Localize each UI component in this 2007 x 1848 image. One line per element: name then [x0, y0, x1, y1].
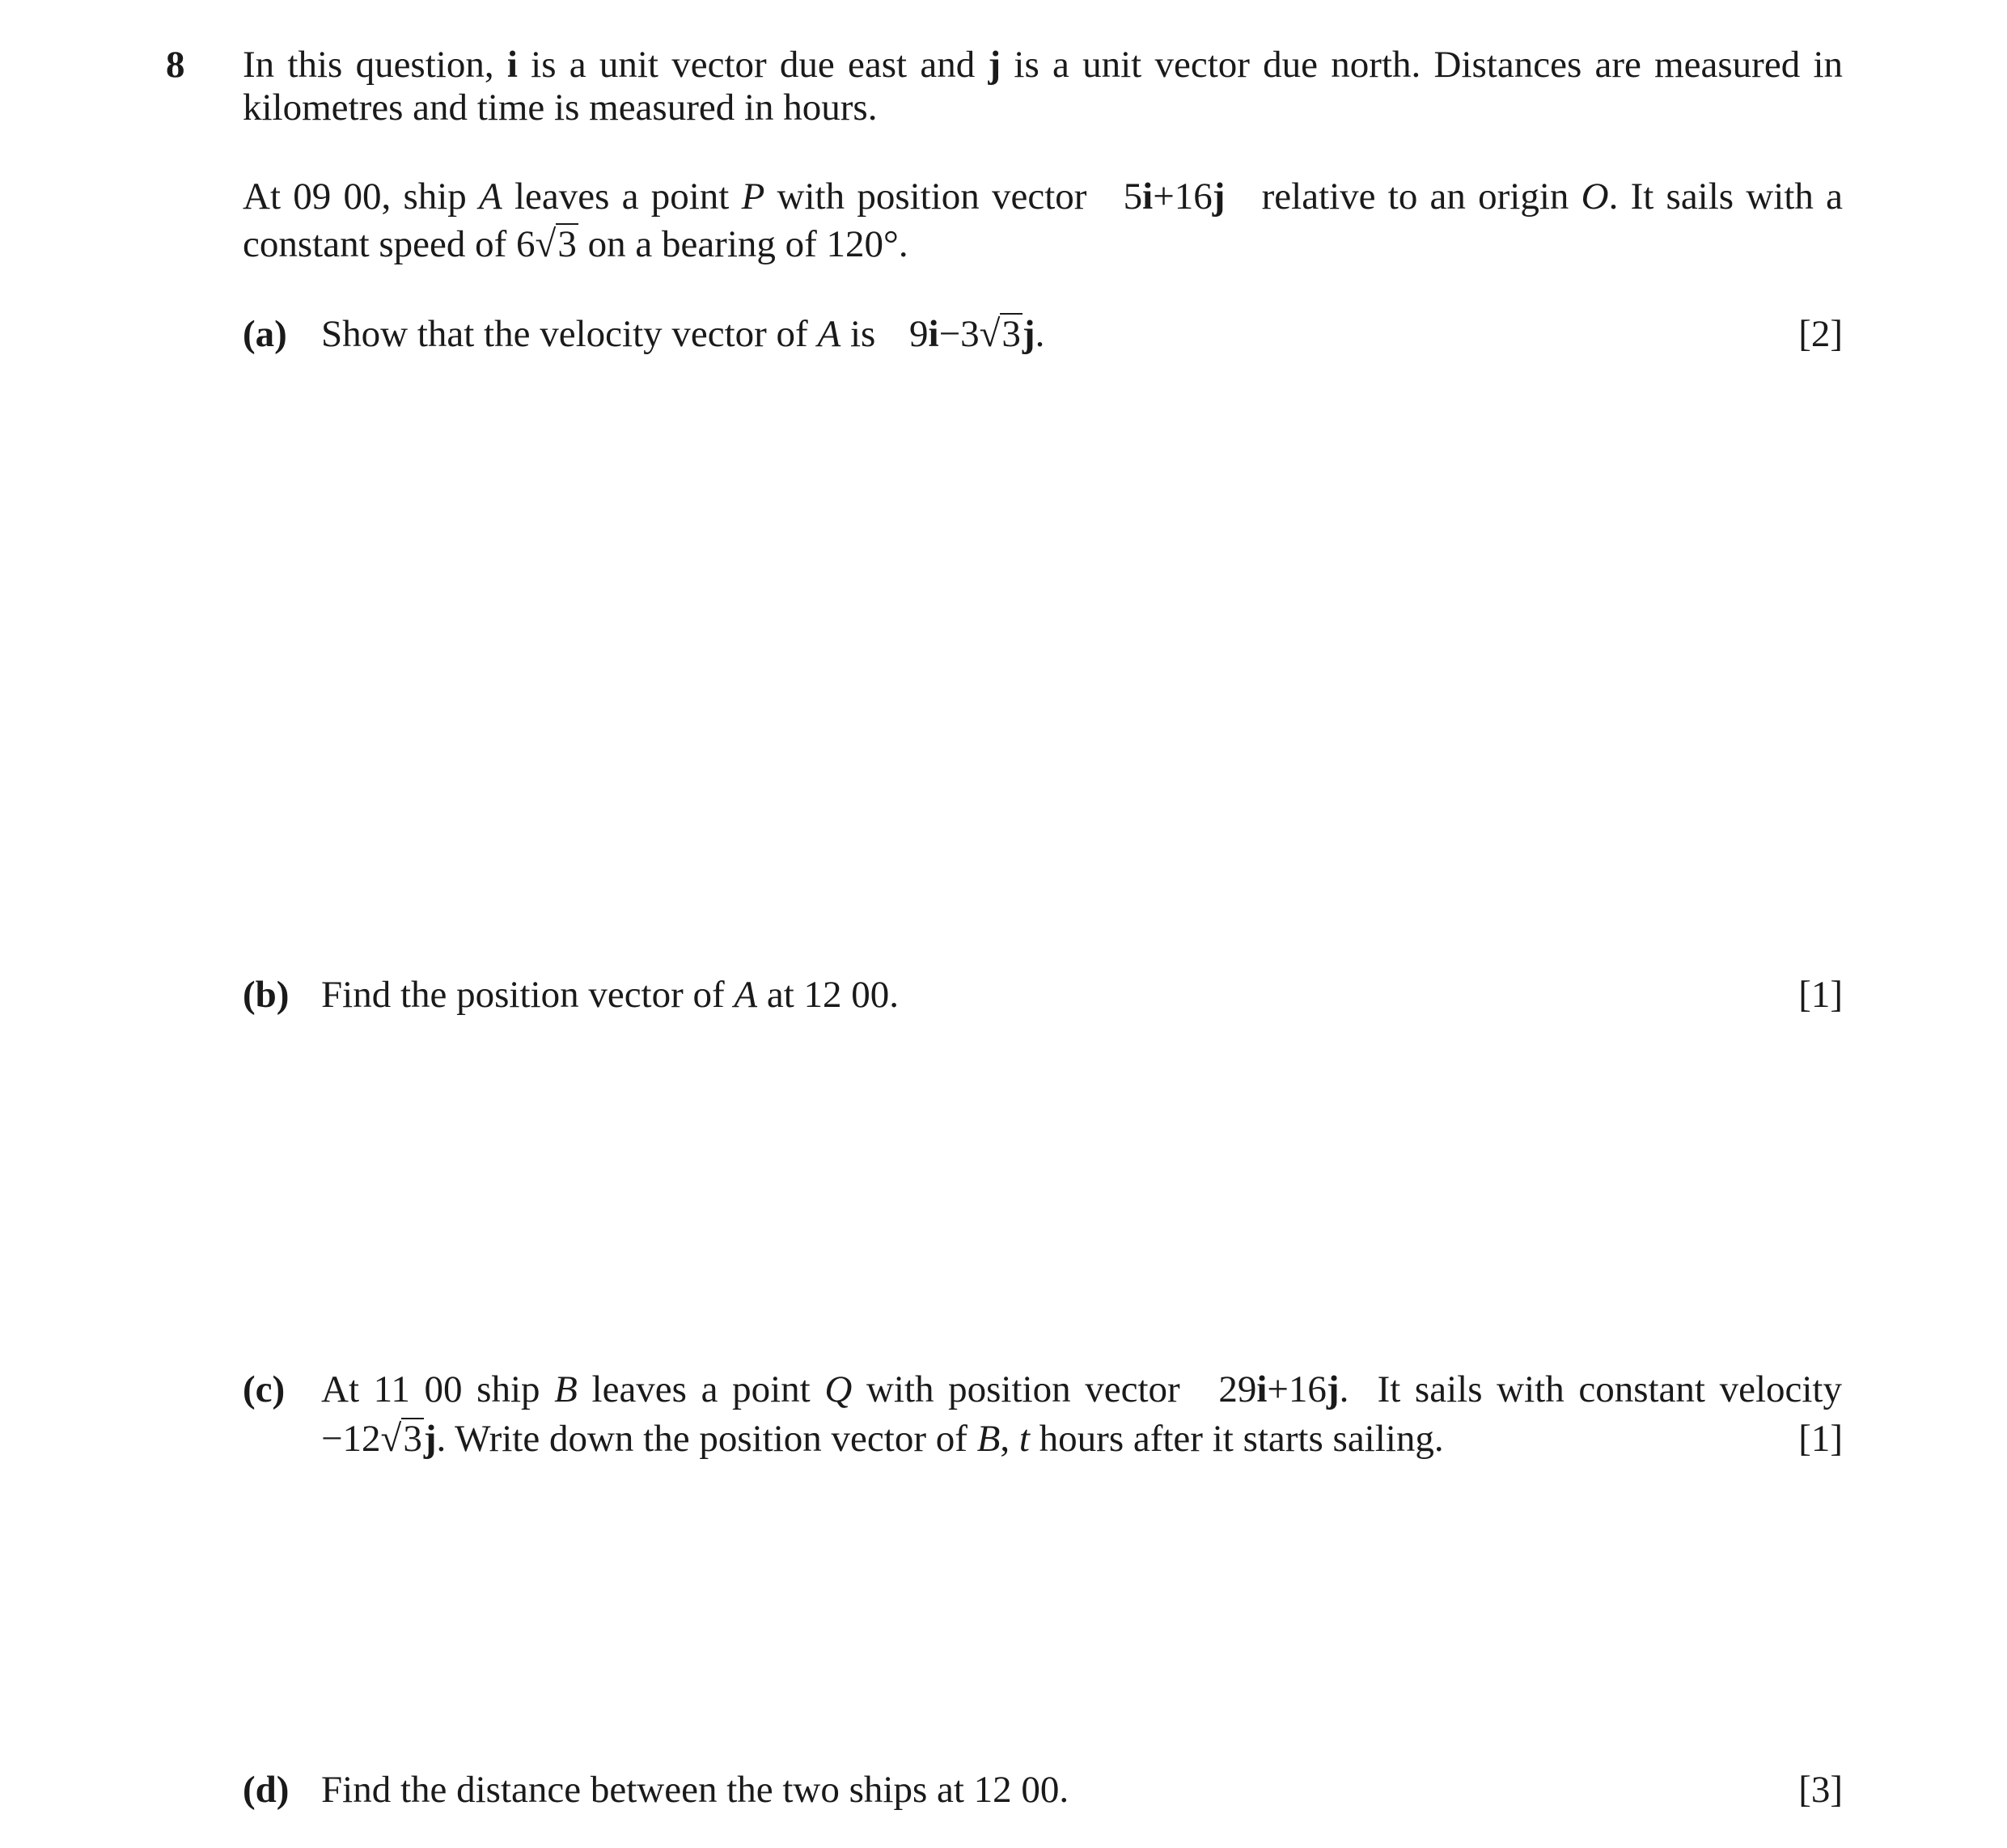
origin-o-symbol: O: [1581, 175, 1609, 218]
part-a-label: (a): [243, 313, 287, 355]
part-text: .: [1035, 313, 1045, 355]
part-text: hours after it starts sailing.: [1029, 1418, 1444, 1460]
point-p-symbol: P: [741, 175, 765, 218]
unit-vector-i: i: [506, 44, 518, 86]
setup-text: At 09 00, ship: [243, 175, 480, 218]
position-vector-p: [1124, 175, 1226, 218]
setup-text: . It sails with a: [1608, 175, 1843, 218]
part-b-text: [321, 971, 1842, 1019]
part-text: . Write down the position vector of: [436, 1418, 977, 1460]
part-text: at 12 00.: [757, 974, 900, 1016]
vector-coefficient: 5: [1123, 175, 1143, 218]
vector-coefficient: −12: [321, 1418, 381, 1460]
vector-coefficient: −3: [938, 313, 980, 355]
vector-coefficient: 9: [909, 313, 929, 355]
sqrt-radicand: 3: [403, 1418, 422, 1460]
part-c-marks: [1]: [1798, 1418, 1843, 1460]
part-text: Find the position vector of: [321, 974, 735, 1016]
unit-vector-j: j: [988, 44, 1001, 86]
sqrt-radicand: 3: [1001, 313, 1021, 355]
ship-a-symbol: A: [817, 313, 841, 355]
setup-text: with position vector: [764, 175, 1099, 218]
part-d-label: (d): [243, 1769, 290, 1811]
part-text: is: [840, 313, 886, 355]
vector-i: i: [928, 313, 939, 355]
vector-j: j: [1212, 175, 1226, 218]
part-a-marks: [2]: [1798, 313, 1843, 355]
intro-line-1: [243, 40, 1843, 89]
velocity-vector-a: [909, 313, 1044, 355]
vector-j: j: [1326, 1368, 1340, 1410]
setup-line-2: [243, 220, 1843, 269]
part-text: Show that the velocity vector of: [321, 313, 818, 355]
vector-coefficient: +16: [1153, 175, 1213, 218]
intro-text: In this question,: [243, 44, 507, 86]
vector-j: j: [1022, 313, 1035, 355]
time-t-symbol: t: [1018, 1418, 1030, 1460]
intro-line-2: kilometres and time is measured in hours.: [243, 87, 878, 129]
part-d-text: Find the distance between the two ships at 12 00.: [321, 1769, 1069, 1811]
vector-i: i: [1142, 175, 1154, 218]
vector-i: i: [1256, 1368, 1268, 1410]
part-d-marks: [3]: [1798, 1769, 1843, 1811]
ship-a-symbol: A: [734, 974, 758, 1016]
ship-a-symbol: A: [479, 175, 502, 218]
point-q-symbol: Q: [824, 1368, 853, 1410]
part-text: ,: [1000, 1418, 1019, 1460]
part-a-text: [321, 310, 1842, 358]
setup-text: constant speed of 6: [243, 223, 536, 265]
sqrt-symbol: √: [979, 313, 1001, 355]
setup-text: on a bearing of 120°.: [578, 223, 908, 265]
intro-text: is a unit vector due east and: [517, 44, 989, 86]
setup-text: leaves a point: [502, 175, 742, 218]
vector-coefficient: +16: [1267, 1368, 1327, 1410]
setup-line-1: [243, 172, 1843, 221]
sqrt-symbol: √: [535, 223, 557, 265]
part-text: At 11 00 ship: [321, 1368, 555, 1410]
part-text: . It sails with constant velocity: [1339, 1368, 1842, 1410]
vector-coefficient: 29: [1218, 1368, 1257, 1410]
part-c-line-2: [321, 1415, 1842, 1463]
ship-b-symbol: B: [554, 1368, 578, 1410]
part-text: with position vector: [852, 1368, 1195, 1410]
position-vector-q: [1218, 1368, 1339, 1410]
setup-text: relative to an origin: [1249, 175, 1581, 218]
intro-text: is a unit vector due north. Distances are measured in: [1001, 44, 1844, 86]
part-b-label: (b): [243, 974, 290, 1016]
part-c-line-1: [321, 1365, 1842, 1414]
part-b-marks: [1]: [1798, 974, 1843, 1016]
sqrt-radicand: 3: [557, 223, 577, 265]
sqrt-symbol: √: [380, 1418, 402, 1460]
part-c-label: (c): [243, 1368, 286, 1410]
part-text: leaves a point: [577, 1368, 825, 1410]
ship-b-symbol: B: [976, 1418, 1001, 1460]
vector-j: j: [423, 1418, 437, 1460]
question-number: 8: [166, 44, 185, 86]
